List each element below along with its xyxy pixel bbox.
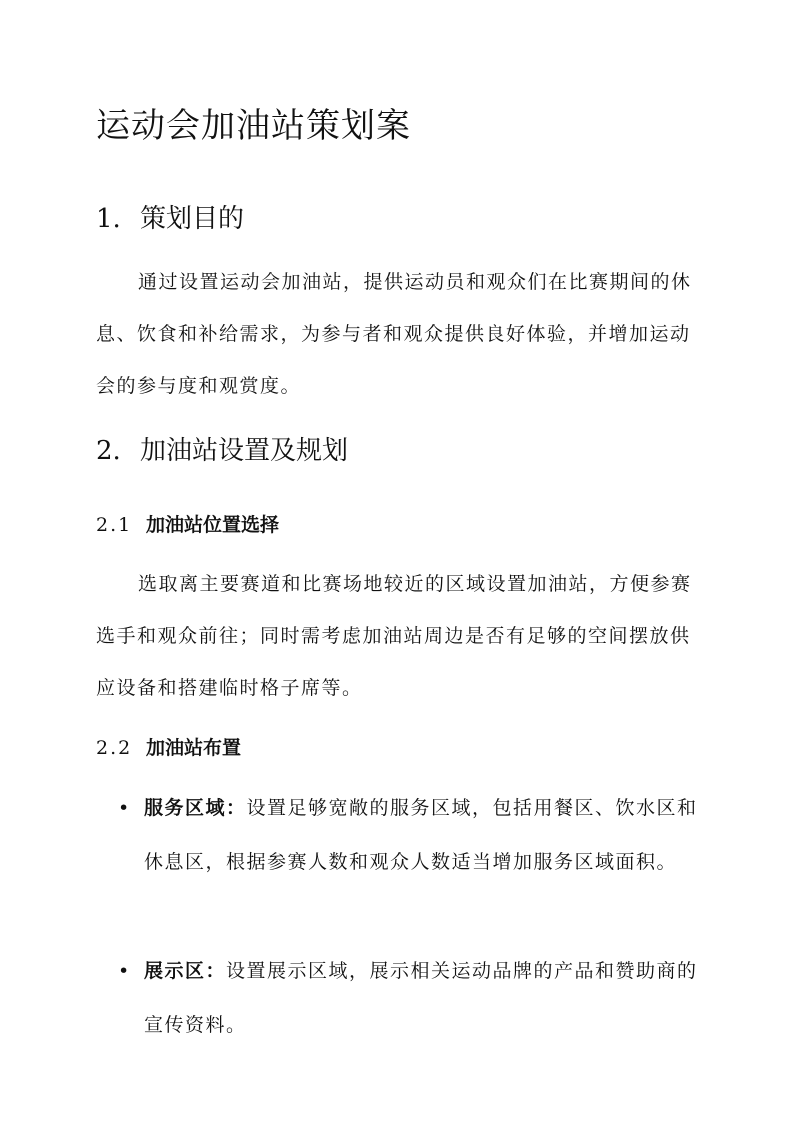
section-number: 2. bbox=[96, 436, 121, 466]
purpose-paragraph: 通过设置运动会加油站，提供运动员和观众们在比赛期间的休息、饮食和补给需求，为参与者和观众提供良好体验，并增加运动会的参与度和观赏度。 bbox=[96, 271, 692, 397]
document-title: 运动会加油站策划案 bbox=[96, 106, 411, 146]
section-title: 策划目的 bbox=[140, 204, 245, 234]
section-number: 1. bbox=[96, 204, 121, 234]
section-title: 加油站设置及规划 bbox=[140, 436, 349, 466]
bullet-icon: • bbox=[118, 797, 131, 819]
section-heading-setup bbox=[96, 430, 348, 467]
subsection-number: 2.2 bbox=[96, 737, 133, 759]
bullet-item-display-area bbox=[118, 944, 704, 1052]
location-paragraph: 选取离主要赛道和比赛场地较近的区域设置加油站，方便参赛选手和观众前往；同时需考虑加油站周边是否有足够的空间摆放供应设备和搭建临时格子席等。 bbox=[96, 573, 692, 699]
bullet-text: 设置展示区域，展示相关运动品牌的产品和赞助商的宣传资料。 bbox=[144, 960, 698, 1036]
bullet-text: 设置足够宽敞的服务区域，包括用餐区、饮水区和休息区，根据参赛人数和观众人数适当增加服务区域面积。 bbox=[144, 797, 698, 873]
subsection-heading-location bbox=[96, 510, 279, 537]
bullet-term: 展示区： bbox=[144, 960, 227, 982]
bullet-term: 服务区域： bbox=[144, 797, 247, 819]
subsection-title: 加油站布置 bbox=[146, 737, 242, 759]
subsection-title: 加油站位置选择 bbox=[146, 514, 280, 536]
subsection-heading-layout bbox=[96, 733, 241, 760]
bullet-icon: • bbox=[118, 960, 131, 982]
bullet-item-service-area bbox=[118, 781, 704, 889]
subsection-number: 2.1 bbox=[96, 514, 133, 536]
section-heading-purpose bbox=[96, 198, 244, 235]
